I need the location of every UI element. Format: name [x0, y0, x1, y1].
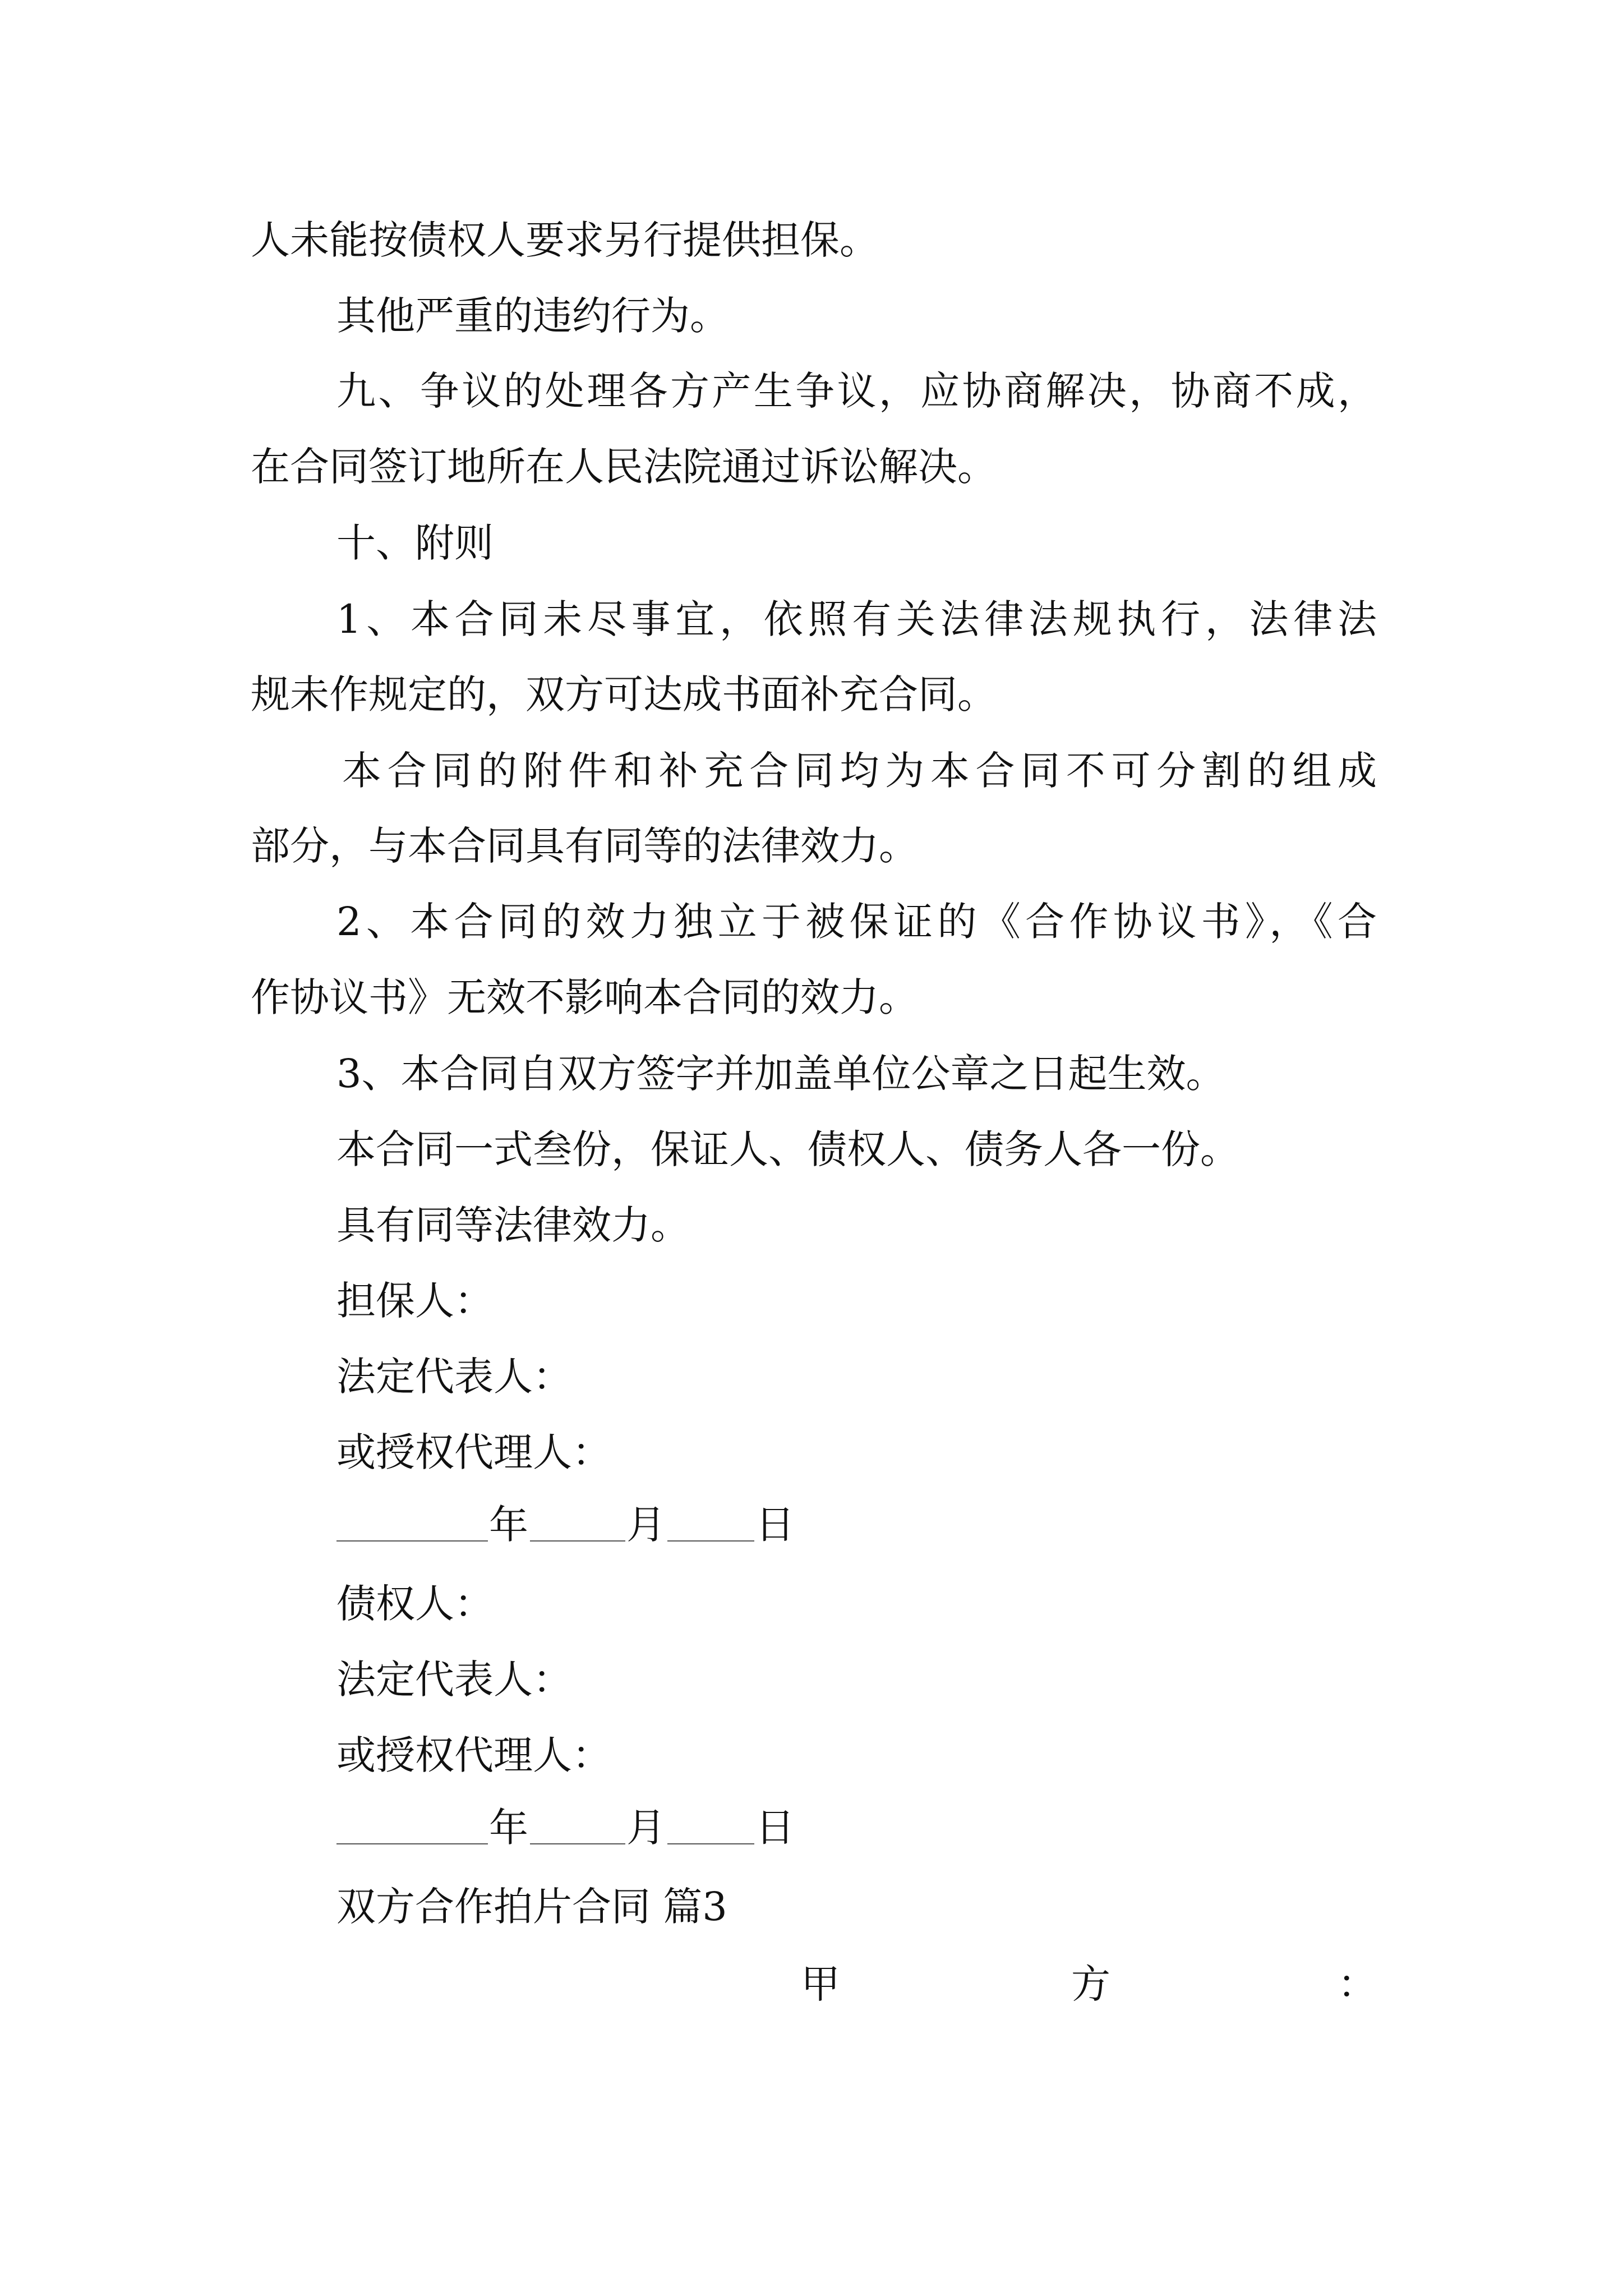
guarantor-legal-rep-label: 法定代表人：	[336, 1354, 572, 1400]
paragraph-line: 具有同等法律效力。	[336, 1202, 690, 1248]
guarantor-agent-label: 或授权代理人：	[336, 1429, 611, 1475]
paragraph-line: 本合同一式叁份，保证人、债权人、债务人各一份。	[336, 1126, 1239, 1172]
month-label: 月	[626, 1805, 666, 1851]
day-blank	[667, 1843, 754, 1844]
month-label: 月	[626, 1502, 666, 1548]
creditor-label: 债权人：	[336, 1581, 494, 1627]
paragraph-line: 其他严重的违约行为。	[336, 293, 729, 339]
paragraph-line: 2、本合同的效力独立于被保证的《合作协议书》，《合	[336, 899, 1377, 945]
year-label: 年	[489, 1502, 528, 1548]
paragraph-line: 规未作规定的，双方可达成书面补充合同。	[251, 671, 997, 717]
day-label: 日	[755, 1805, 795, 1851]
paragraph-line: 在合同签订地所在人民法院通过诉讼解决。	[251, 444, 997, 490]
paragraph-line: 人未能按债权人要求另行提供担保。	[251, 217, 879, 263]
month-blank	[530, 1540, 625, 1542]
guarantor-label: 担保人：	[336, 1278, 494, 1324]
month-blank	[530, 1843, 625, 1844]
party-a-char-1: 甲	[801, 1961, 840, 2007]
paragraph-line: 3、本合同自双方签字并加盖单位公章之日起生效。	[336, 1051, 1225, 1097]
year-blank	[336, 1843, 488, 1844]
creditor-agent-label: 或授权代理人：	[336, 1732, 611, 1778]
paragraph-line: 作协议书》无效不影响本合同的效力。	[251, 974, 918, 1020]
party-a-char-2: 方	[1071, 1961, 1110, 2007]
section-heading: 十、附则	[336, 520, 494, 566]
party-a-colon: ：	[1338, 1961, 1377, 2007]
day-label: 日	[755, 1502, 795, 1548]
year-blank	[336, 1540, 488, 1542]
creditor-legal-rep-label: 法定代表人：	[336, 1657, 572, 1703]
paragraph-line: 1、本合同未尽事宜，依照有关法律法规执行，法律法	[336, 596, 1377, 642]
year-label: 年	[489, 1805, 528, 1851]
paragraph-line: 九、争议的处理各方产生争议，应协商解决，协商不成，	[336, 368, 1377, 414]
section-title: 双方合作拍片合同 篇3	[336, 1884, 727, 1930]
day-blank	[667, 1540, 754, 1542]
paragraph-line: 部分，与本合同具有同等的法律效力。	[251, 823, 918, 869]
paragraph-line: 本合同的附件和补充合同均为本合同不可分割的组成	[342, 748, 1377, 794]
